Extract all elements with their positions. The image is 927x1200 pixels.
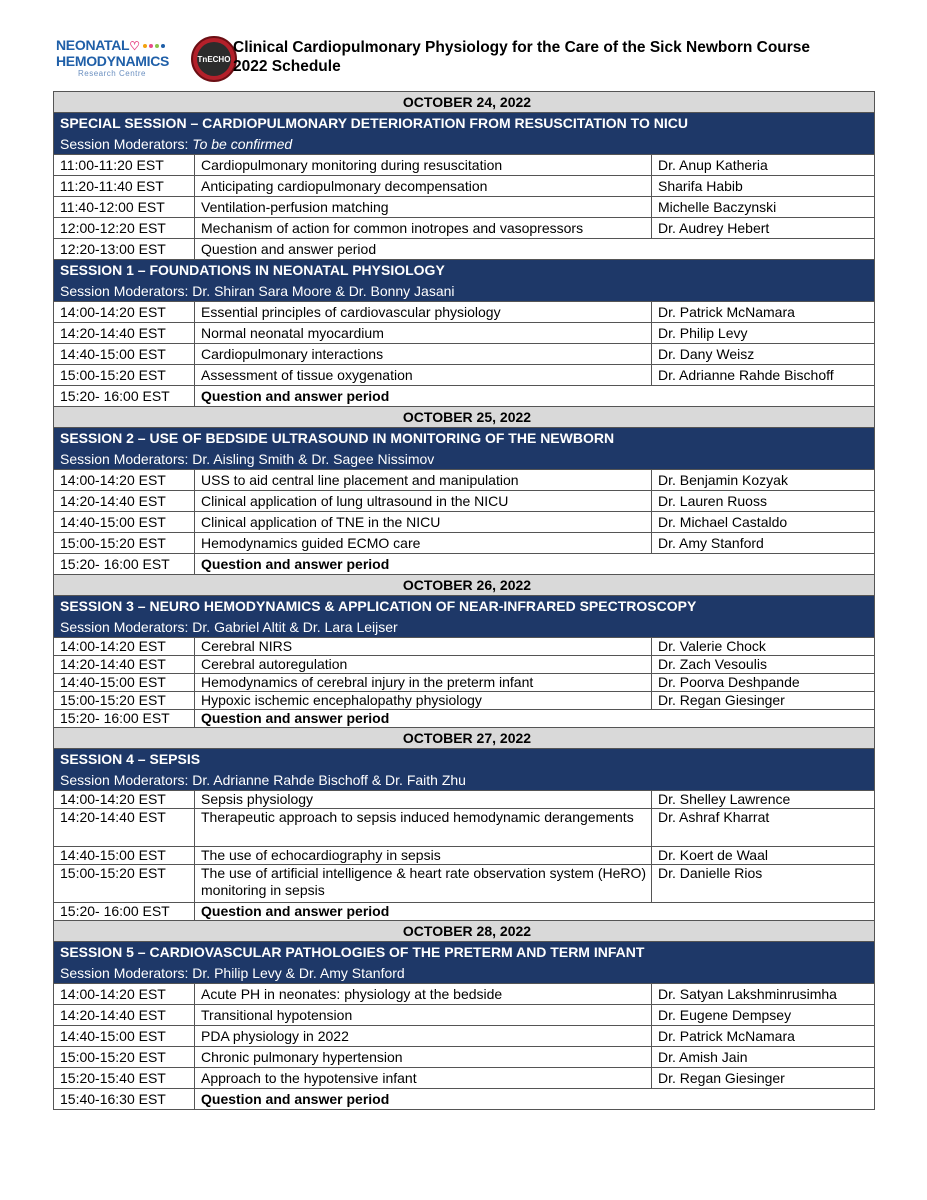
qa-cell: Question and answer period [195,554,875,575]
moderators-label: Session Moderators: [60,283,193,299]
page-header [53,30,883,86]
tnecho-logo-text: TnECHO [197,42,231,76]
schedule-row [54,638,875,656]
topic-cell: Cardiopulmonary interactions [195,344,652,365]
schedule-row [54,710,875,728]
moderator-names: Dr. Shiran Sara Moore & Dr. Bonny Jasani [192,283,455,299]
speaker-cell: Dr. Audrey Hebert [652,218,875,239]
date-heading: OCTOBER 24, 2022 [54,92,875,113]
schedule-row [54,656,875,674]
time-cell: 15:00-15:20 EST [54,692,195,710]
topic-cell: Chronic pulmonary hypertension [195,1047,652,1068]
topic-cell: Approach to the hypotensive infant [195,1068,652,1089]
session-moderators-row [54,281,875,302]
schedule-row [54,323,875,344]
speaker-cell: Michelle Baczynski [652,197,875,218]
time-cell: 14:00-14:20 EST [54,984,195,1005]
schedule-row [54,218,875,239]
speaker-cell: Dr. Benjamin Kozyak [652,470,875,491]
title-line-2: 2022 Schedule [233,58,341,75]
schedule-row [54,903,875,921]
qa-cell: Question and answer period [195,903,875,921]
session-title: SESSION 5 – CARDIOVASCULAR PATHOLOGIES OF THE PRETERM AND TERM INFANT [54,942,875,964]
speaker-cell: Dr. Amish Jain [652,1047,875,1068]
speaker-cell: Dr. Satyan Lakshminrusimha [652,984,875,1005]
moderator-names: Dr. Philip Levy & Dr. Amy Stanford [192,965,405,981]
date-row [54,92,875,113]
session-title: SPECIAL SESSION – CARDIOPULMONARY DETERIORATION FROM RESUSCITATION TO NICU [54,113,875,135]
schedule-row [54,984,875,1005]
topic-cell: Hypoxic ischemic encephalopathy physiology [195,692,652,710]
topic-cell: Essential principles of cardiovascular physiology [195,302,652,323]
schedule-row [54,674,875,692]
time-cell: 14:20-14:40 EST [54,1005,195,1026]
time-cell: 14:00-14:20 EST [54,302,195,323]
schedule-row [54,692,875,710]
speaker-cell: Dr. Eugene Dempsey [652,1005,875,1026]
topic-cell: Assessment of tissue oxygenation [195,365,652,386]
session-title-row [54,260,875,282]
session-moderators [54,449,875,470]
topic-cell: Therapeutic approach to sepsis induced hemodynamic derangements [195,809,652,847]
speaker-cell: Dr. Zach Vesoulis [652,656,875,674]
heart-icon: ♡ [129,39,140,53]
qa-cell: Question and answer period [195,239,875,260]
logo-line-3: Research Centre [78,69,146,78]
moderators-label: Session Moderators: [60,619,193,635]
speaker-cell: Dr. Regan Giesinger [652,1068,875,1089]
speaker-cell: Dr. Dany Weisz [652,344,875,365]
moderator-names: To be confirmed [192,136,293,152]
session-moderators [54,281,875,302]
session-title: SESSION 1 – FOUNDATIONS IN NEONATAL PHYSIOLOGY [54,260,875,282]
date-row [54,728,875,749]
schedule-row [54,491,875,512]
topic-cell: Cerebral NIRS [195,638,652,656]
time-cell: 12:20-13:00 EST [54,239,195,260]
time-cell: 15:20-15:40 EST [54,1068,195,1089]
time-cell: 11:40-12:00 EST [54,197,195,218]
logo-line-1: NEONATAL [56,37,130,53]
speaker-cell: Dr. Regan Giesinger [652,692,875,710]
topic-cell: The use of artificial intelligence & heart rate observation system (HeRO) monitoring in sepsis [195,865,652,903]
moderators-label: Session Moderators: [60,136,193,152]
qa-cell: Question and answer period [195,710,875,728]
time-cell: 11:20-11:40 EST [54,176,195,197]
session-moderators-row [54,770,875,791]
time-cell: 14:00-14:20 EST [54,470,195,491]
time-cell: 15:00-15:20 EST [54,1047,195,1068]
moderators-label: Session Moderators: [60,451,193,467]
speaker-cell: Dr. Amy Stanford [652,533,875,554]
logo-line-2: HEMODYNAMICS [56,53,170,69]
moderators-label: Session Moderators: [60,965,193,981]
speaker-cell: Dr. Lauren Ruoss [652,491,875,512]
schedule-row [54,197,875,218]
time-cell: 14:40-15:00 EST [54,847,195,865]
schedule-table [53,91,875,1110]
topic-cell: The use of echocardiography in sepsis [195,847,652,865]
date-heading: OCTOBER 27, 2022 [54,728,875,749]
session-title-row [54,428,875,450]
moderator-names: Dr. Aisling Smith & Dr. Sagee Nissimov [192,451,435,467]
time-cell: 15:00-15:20 EST [54,365,195,386]
schedule-row [54,176,875,197]
session-title-row [54,942,875,964]
date-heading: OCTOBER 28, 2022 [54,921,875,942]
moderators-label: Session Moderators: [60,772,193,788]
schedule-row [54,302,875,323]
speaker-cell: Dr. Michael Castaldo [652,512,875,533]
moderator-names: Dr. Gabriel Altit & Dr. Lara Leijser [192,619,398,635]
topic-cell: Normal neonatal myocardium [195,323,652,344]
schedule-row [54,155,875,176]
schedule-row [54,533,875,554]
tnecho-logo [191,36,237,82]
topic-cell: Clinical application of lung ultrasound in the NICU [195,491,652,512]
speaker-cell: Dr. Shelley Lawrence [652,791,875,809]
session-moderators-row [54,963,875,984]
time-cell: 14:40-15:00 EST [54,344,195,365]
time-cell: 12:00-12:20 EST [54,218,195,239]
topic-cell: USS to aid central line placement and manipulation [195,470,652,491]
time-cell: 14:40-15:00 EST [54,674,195,692]
schedule-row [54,470,875,491]
time-cell: 15:20- 16:00 EST [54,710,195,728]
session-title: SESSION 3 – NEURO HEMODYNAMICS & APPLICATION OF NEAR-INFRARED SPECTROSCOPY [54,596,875,618]
session-moderators [54,134,875,155]
schedule-row [54,1089,875,1110]
schedule-row [54,865,875,903]
speaker-cell: Dr. Ashraf Kharrat [652,809,875,847]
schedule-row [54,512,875,533]
speaker-cell: Dr. Patrick McNamara [652,302,875,323]
time-cell: 15:00-15:20 EST [54,865,195,903]
session-title: SESSION 4 – SEPSIS [54,749,875,771]
dots-icon [143,38,167,53]
schedule-row [54,1026,875,1047]
schedule-row [54,554,875,575]
time-cell: 15:20- 16:00 EST [54,903,195,921]
topic-cell: Hemodynamics of cerebral injury in the preterm infant [195,674,652,692]
speaker-cell: Dr. Patrick McNamara [652,1026,875,1047]
time-cell: 14:40-15:00 EST [54,1026,195,1047]
speaker-cell: Dr. Poorva Deshpande [652,674,875,692]
schedule-row [54,239,875,260]
page-title [233,38,810,76]
topic-cell: Transitional hypotension [195,1005,652,1026]
time-cell: 15:20- 16:00 EST [54,554,195,575]
topic-cell: Anticipating cardiopulmonary decompensation [195,176,652,197]
session-moderators-row [54,449,875,470]
schedule-row [54,344,875,365]
date-heading: OCTOBER 25, 2022 [54,407,875,428]
topic-cell: Acute PH in neonates: physiology at the bedside [195,984,652,1005]
speaker-cell: Sharifa Habib [652,176,875,197]
date-row [54,921,875,942]
time-cell: 14:20-14:40 EST [54,809,195,847]
topic-cell: Clinical application of TNE in the NICU [195,512,652,533]
title-line-1: Clinical Cardiopulmonary Physiology for the Care of the Sick Newborn Course [233,39,811,56]
qa-cell: Question and answer period [195,1089,875,1110]
topic-cell: Hemodynamics guided ECMO care [195,533,652,554]
qa-cell: Question and answer period [195,386,875,407]
schedule-row [54,847,875,865]
session-moderators-row [54,617,875,638]
session-moderators-row [54,134,875,155]
time-cell: 15:40-16:30 EST [54,1089,195,1110]
topic-cell: Mechanism of action for common inotropes and vasopressors [195,218,652,239]
time-cell: 14:00-14:20 EST [54,638,195,656]
session-moderators [54,617,875,638]
topic-cell: PDA physiology in 2022 [195,1026,652,1047]
date-row [54,407,875,428]
date-row [54,575,875,596]
topic-cell: Cardiopulmonary monitoring during resuscitation [195,155,652,176]
speaker-cell: Dr. Anup Katheria [652,155,875,176]
time-cell: 15:00-15:20 EST [54,533,195,554]
time-cell: 14:00-14:20 EST [54,791,195,809]
topic-cell: Ventilation-perfusion matching [195,197,652,218]
time-cell: 14:20-14:40 EST [54,491,195,512]
speaker-cell: Dr. Koert de Waal [652,847,875,865]
session-title-row [54,749,875,771]
schedule-row [54,809,875,847]
session-title: SESSION 2 – USE OF BEDSIDE ULTRASOUND IN MONITORING OF THE NEWBORN [54,428,875,450]
time-cell: 14:20-14:40 EST [54,656,195,674]
topic-cell: Cerebral autoregulation [195,656,652,674]
time-cell: 14:40-15:00 EST [54,512,195,533]
session-moderators [54,770,875,791]
session-moderators [54,963,875,984]
time-cell: 14:20-14:40 EST [54,323,195,344]
session-title-row [54,113,875,135]
topic-cell: Sepsis physiology [195,791,652,809]
schedule-row [54,386,875,407]
date-heading: OCTOBER 26, 2022 [54,575,875,596]
moderator-names: Dr. Adrianne Rahde Bischoff & Dr. Faith Zhu [192,772,466,788]
schedule-row [54,1068,875,1089]
speaker-cell: Dr. Adrianne Rahde Bischoff [652,365,875,386]
session-title-row [54,596,875,618]
schedule-row [54,791,875,809]
speaker-cell: Dr. Philip Levy [652,323,875,344]
time-cell: 15:20- 16:00 EST [54,386,195,407]
schedule-row [54,365,875,386]
schedule-row [54,1005,875,1026]
speaker-cell: Dr. Danielle Rios [652,865,875,903]
time-cell: 11:00-11:20 EST [54,155,195,176]
schedule-row [54,1047,875,1068]
speaker-cell: Dr. Valerie Chock [652,638,875,656]
neonatal-hemodynamics-logo [56,38,188,86]
